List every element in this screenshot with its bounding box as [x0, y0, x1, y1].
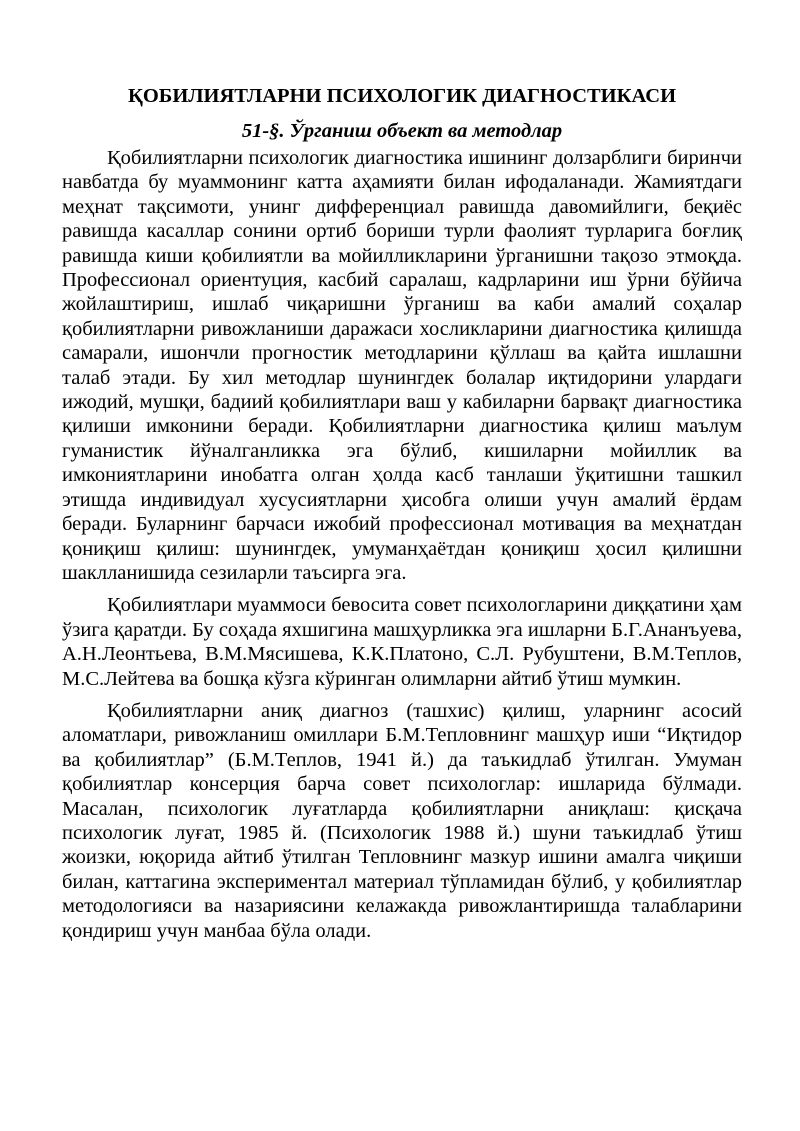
paragraph-2: Қобилиятлари муаммоси бевосита совет психологларини диққатини ҳам ўзига қаратди. Бу соҳада яхшигина машҳурликка эга ишларни Б.Г.Ананъуева, А.Н.Леонтьева, В.М.Мясишева, К.К.Платоно, С.Л. Рубуштени, В.М.Теплов, М.С.Лейтева ва бошқа кўзга кўринган олимларни айтиб ўтиш мумкин. [62, 594, 742, 690]
paragraph-3: Қобилиятларни аниқ диагноз (ташхис) қилиш, уларнинг асосий аломатлари, ривожланиш омиллари Б.М.Тепловнинг машҳур иши “Иқтидор ва қобилиятлар” (Б.М.Теплов, 1941 й.) да таъкидлаб ўтилган. Умуман қобилиятлар консерция барча совет психологлар: ишларида бўлмади. Масалан, психологик луғатларда қобилиятларни аниқлаш: қисқача психологик луғат, 1985 й. (Психологик 1988 й.) шуни таъкидлаб ўтиш жоизки, юқорида айтиб ўтилган Тепловнинг мазкур ишини амалга чиқиши билан, каттагина экспериментал материал тўпламидан бўлиб, у қобилиятлар методологияси ва назариясини келажакда ривожлантиришда талабларини қондириш учун манбаа бўла олади. [62, 699, 742, 942]
paragraph-1: Қобилиятларни психологик диагностика ишининг долзарблиги биринчи навбатда бу муаммонинг катта аҳамияти билан ифодаланади. Жамиятдаги меҳнат тақсимоти, унинг дифференциал равишда давомийлиги, беқиёс равишда касаллар сонини ортиб бориши турли фаолият турларига боғлиқ равишда киши қобилиятли ва мойилликларини ўрганишни тақозо этмоқда. Профессионал ориентуция, касбий саралаш, кадрларини иш ўрни бўйича жойлаштириш, ишлаб чиқаришни ўрганиш ва каби амалий соҳалар қобилиятларни ривожланиши даражаси хосликларини диагностика қилишда самарали, ишончли прогностик методларини қўллаш ва қайта ишлашни талаб этади. Бу хил методлар шунингдек болалар иқтидорини улардаги ижодий, мушқи, бадиий қобилиятлари ваш у кабиларни барвақт диагностика қилиши имконини беради. Қобилиятларни диагностика қилиш маълум гуманистик йўналганликка эга бўлиб, кишиларни мойиллик ва имкониятларини инобатга олган ҳолда касб танлаши ўқитишни ташкил этишда индивидуал хусусиятларни ҳисобга олиши учун амалий ёрдам беради. Буларнинг барчаси ижобий профессионал мотивация ва меҳнатдан қониқиш қилиш: шунингдек, умуманҳаётдан қониқиш ҳосил қилишни шаклланишида сезиларли таъсирга эга. [62, 147, 742, 584]
document-title: ҚОБИЛИЯТЛАРНИ ПСИХОЛОГИК ДИАГНОСТИКАСИ [127, 85, 677, 107]
document-page [62, 82, 742, 951]
section-heading: 51-§. Ўрганиш объект ва методлар [241, 120, 563, 142]
